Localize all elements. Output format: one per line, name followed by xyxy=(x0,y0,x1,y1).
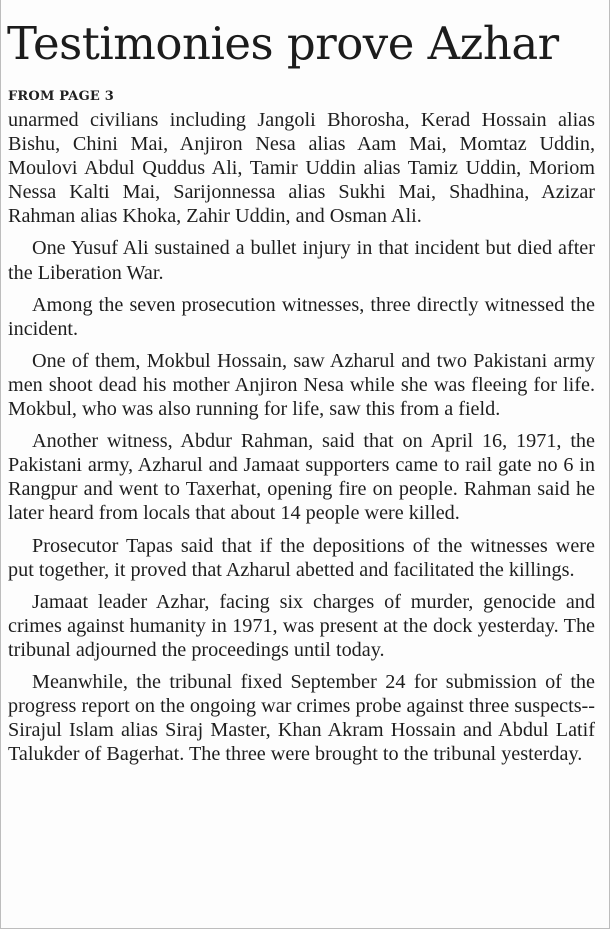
paragraph-4: One of them, Mokbul Hossain, saw Azharul and two Pakistani army men shoot dead his mother Anjiron Nesa while she was fleeing for life. Mokbul, who was also running for life, saw this from a field. xyxy=(8,349,595,421)
paragraph-2: One Yusuf Ali sustained a bullet injury in that incident but died after the Liberation War. xyxy=(8,237,595,284)
paragraph-1: unarmed civilians including Jangoli Bhorosha, Kerad Hossain alias Bishu, Chini Mai, Anjiron Nesa alias Aam Mai, Momtaz Uddin, Moulovi Abdul Quddus Ali, Tamir Uddin alias Tamiz Uddin, Moriom Nessa Kalti Mai, Sarijonnessa alias Sukhi Mai, Shadhina, Azizar Rahman alias Khoka, Zahir Uddin, and Osman Ali. xyxy=(8,109,595,228)
headline: Testimonies prove Azhar xyxy=(7,17,559,70)
paragraph-7: Jamaat leader Azhar, facing six charges of murder, genocide and crimes against humanity in 1971, was present at the dock yesterday. The tribunal adjourned the proceedings until today. xyxy=(8,590,595,661)
article-body xyxy=(8,108,595,774)
paragraph-5: Another witness, Abdur Rahman, said that on April 16, 1971, the Pakistani army, Azharul and Jamaat supporters came to rail gate no 6 in Rangpur and went to Taxerhat, opening fire on people. Rahman said he later heard from locals that about 14 people were killed. xyxy=(8,430,595,525)
paragraph-6: Prosecutor Tapas said that if the depositions of the witnesses were put together, it proved that Azharul abetted and facilitated the killings. xyxy=(8,534,595,581)
jump-label: FROM PAGE 3 xyxy=(8,89,114,104)
paragraph-3: Among the seven prosecution witnesses, three directly witnessed the incident. xyxy=(8,293,595,340)
paragraph-8: Meanwhile, the tribunal fixed September 24 for submission of the progress report on the ongoing war crimes probe against three suspects--Sirajul Islam alias Siraj Master, Khan Akram Hossain and Abdul Latif Talukder of Bagerhat. The three were brought to the tribunal yesterday. xyxy=(8,670,595,766)
